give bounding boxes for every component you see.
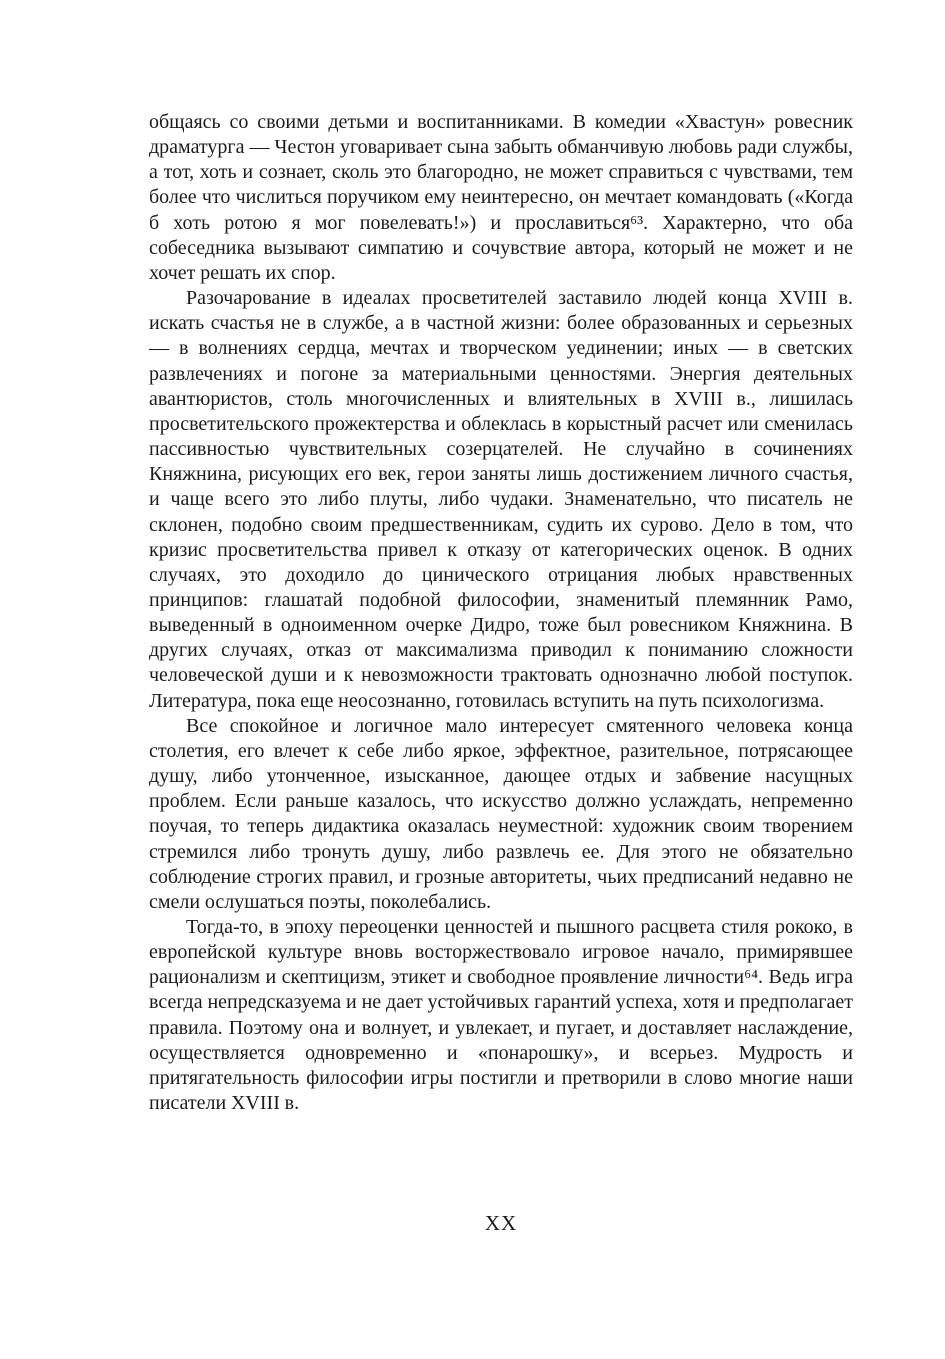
- paragraph-rococo-play: Тогда-то, в эпоху переоценки ценностей и пышного расцвета стиля рококо, в европейской культуре вновь восторжествовало игровое начало, примирявшее рационализм и скептицизм, этикет и свободное проявление личности⁶⁴. Ведь игра всегда непредсказуема и не дает устойчивых гарантий успеха, хотя и предполагает правила. Поэтому она и волнует, и увлекает, и пугает, и доставляет наслаждение, осуществляется одновременно и «понарошку», и всерьез. Мудрость и притягательность философии игры постигли и претворили в слово многие наши писатели XVIII в.: [149, 916, 853, 1115]
- paragraph-continuation: общаясь со своими детьми и воспитанниками. В комедии «Хвастун» ровесник драматурга — Честон уговаривает сына забыть обманчивую любовь ради службы, а тот, хоть и сознает, сколь это благородно, не может справиться с чувствами, тем более что числиться поручиком ему неинтересно, он мечтает командовать («Когда б хоть ротою я мог повелевать!») и прославиться⁶³. Характерно, что оба собеседника вызывают симпатию и сочувствие автора, который не может и не хочет решать их спор.: [149, 111, 853, 284]
- text-block: [149, 110, 853, 1116]
- page-number: XX: [484, 1211, 518, 1235]
- paragraph-restless-century: Все спокойное и логичное мало интересует смятенного человека конца столетия, его влечет к себе либо яркое, эффектное, разительное, потрясающее душу, либо утонченное, изысканное, дающее отдых и забвение насущных проблем. Если раньше казалось, что искусство должно услаждать, непременно поучая, то теперь дидактика оказалась неуместной: художник своим творением стремился либо тронуть душу, либо развлечь ее. Для этого не обязательно соблюдение строгих правил, и грозные авторитеты, чьих предписаний недавно не смели ослушаться поэты, поколебались.: [149, 714, 853, 913]
- paragraph-disillusionment: Разочарование в идеалах просветителей заставило людей конца XVIII в. искать счастья не в службе, а в частной жизни: более образованных и серьезных — в волнениях сердца, мечтах и творческом уединении; иных — в светских развлечениях и погоне за материальными ценностями. Энергия деятельных авантюристов, столь многочисленных и влиятельных в XVIII в., лишилась просветительского прожектерства и облеклась в корыстный расчет или сменилась пассивностью чувствительных созерцателей. Не случайно в сочинениях Княжнина, рисующих его век, герои заняты лишь достижением личного счастья, и чаще всего это либо плуты, либо чудаки. Знаменательно, что писатель не склонен, подобно своим предшественникам, судить их сурово. Дело в том, что кризис просветительства привел к отказу от категорических оценок. В одних случаях, это доходило до цинического отрицания любых нравственных принципов: глашатай подобной философии, знаменитый племянник Рамо, выведенный в одноименном очерке Дидро, тоже был ровесником Княжнина. В других случаях, отказ от максимализма приводил к пониманию сложности человеческой души и к невозможности трактовать однозначно любой поступок. Литература, пока еще неосознанно, готовилась вступить на путь психологизма.: [149, 287, 853, 712]
